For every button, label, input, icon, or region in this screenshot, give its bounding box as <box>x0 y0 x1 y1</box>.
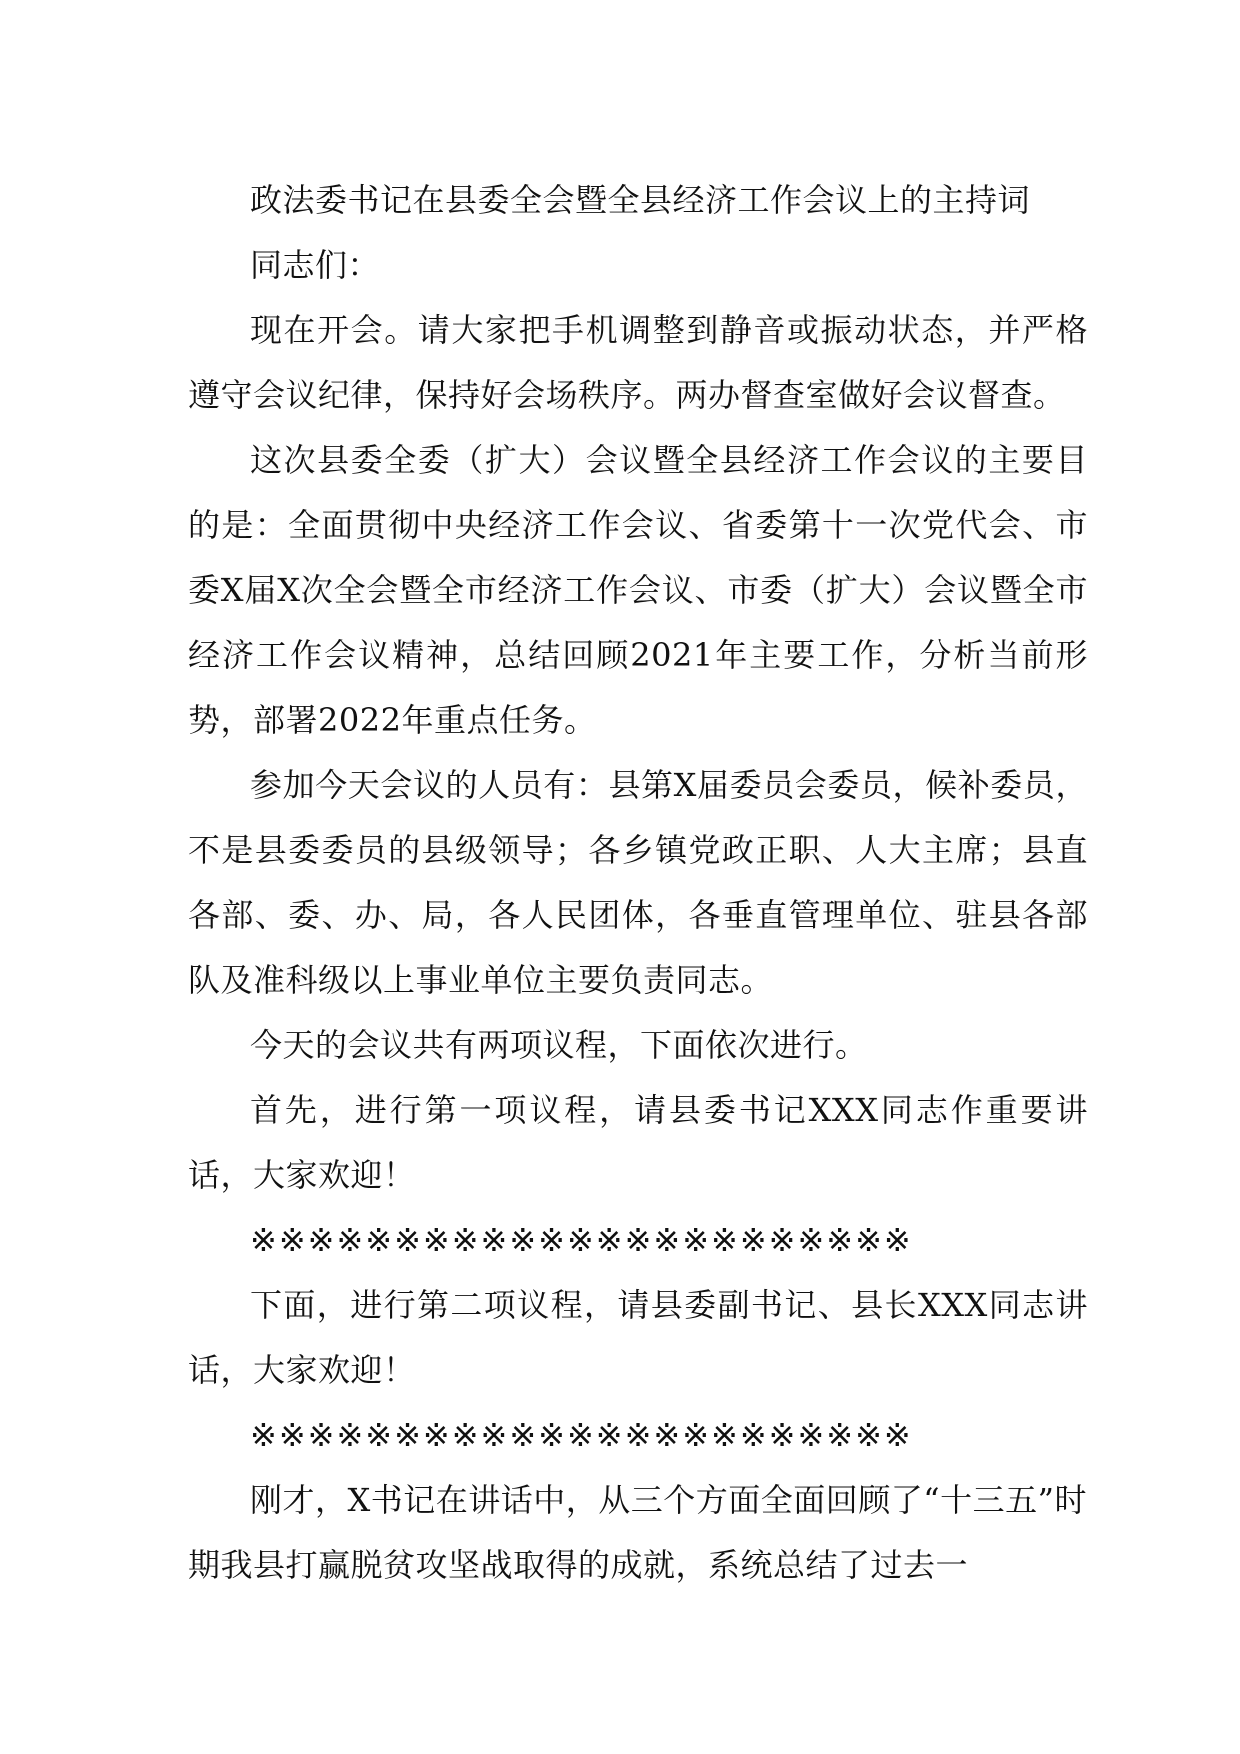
paragraph-attendees: 参加今天会议的人员有：县第X届委员会委员，候补委员，不是县委委员的县级领导；各乡镇党政正职、人大主席；县直各部、委、办、局，各人民团体，各垂直管理单位、驻县各部队及准科级以上事业单位主要负责同志。 <box>188 766 1088 999</box>
salutation: 同志们： <box>250 246 381 284</box>
separator-2: ※※※※※※※※※※※※※※※※※※※※※※※ <box>250 1416 913 1454</box>
paragraph-summary: 刚才，X书记在讲话中，从三个方面全面回顾了“十三五”时期我县打赢脱贫攻坚战取得的成就，系统总结了过去一 <box>188 1481 1088 1584</box>
paragraph-opening: 现在开会。请大家把手机调整到静音或振动状态，并严格遵守会议纪律，保持好会场秩序。两办督查室做好会议督查。 <box>188 311 1088 414</box>
document-body <box>188 168 1088 1598</box>
document-title: 政法委书记在县委全会暨全县经济工作会议上的主持词 <box>250 181 1031 219</box>
paragraph-second-item: 下面，进行第二项议程，请县委副书记、县长XXX同志讲话，大家欢迎！ <box>188 1286 1088 1389</box>
separator-1: ※※※※※※※※※※※※※※※※※※※※※※※ <box>250 1221 913 1259</box>
paragraph-first-item: 首先，进行第一项议程，请县委书记XXX同志作重要讲话，大家欢迎！ <box>188 1091 1088 1194</box>
paragraph-agenda: 今天的会议共有两项议程，下面依次进行。 <box>250 1026 868 1064</box>
paragraph-purpose: 这次县委全委（扩大）会议暨全县经济工作会议的主要目的是：全面贯彻中央经济工作会议、省委第十一次党代会、市委X届X次全会暨全市经济工作会议、市委（扩大）会议暨全市经济工作会议精神，总结回顾2021年主要工作，分析当前形势，部署2022年重点任务。 <box>188 441 1088 739</box>
